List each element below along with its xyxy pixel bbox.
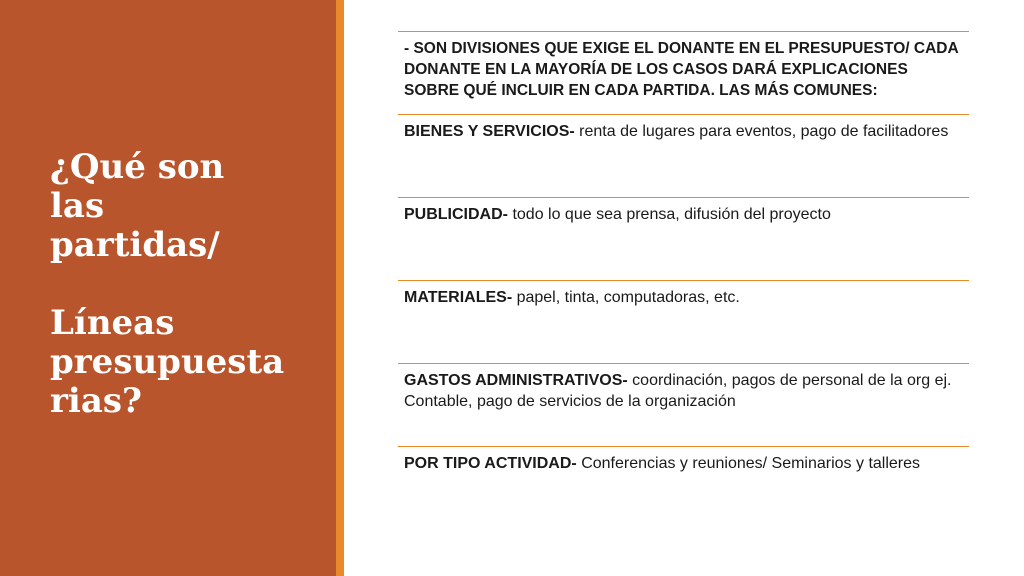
row-label: MATERIALES- bbox=[404, 289, 513, 306]
title-line-4: Líneas bbox=[50, 303, 175, 343]
title-line-1: ¿Qué son bbox=[50, 147, 225, 187]
row-label: BIENES Y SERVICIOS- bbox=[404, 123, 575, 140]
title-line-5: presupuesta bbox=[50, 342, 285, 382]
row-text: coordinación, pagos de personal de la org ej. Contable, pago de servicios de la organización bbox=[404, 372, 952, 410]
table-row-tipo-actividad bbox=[398, 446, 969, 496]
accent-divider-bar bbox=[336, 0, 344, 576]
row-text: Conferencias y reuniones/ Seminarios y talleres bbox=[576, 455, 921, 472]
table-row-gastos-administrativos bbox=[398, 363, 969, 446]
row-label: POR TIPO ACTIVIDAD- bbox=[404, 455, 577, 472]
table-row-publicidad bbox=[398, 197, 969, 280]
table-row-materiales bbox=[398, 280, 969, 363]
row-label: GASTOS ADMINISTRATIVOS- bbox=[404, 372, 628, 389]
row-text: todo lo que sea prensa, difusión del proyecto bbox=[508, 206, 831, 223]
slide-title bbox=[50, 148, 330, 421]
title-line-3: partidas/ bbox=[50, 225, 220, 265]
table-row-bienes-servicios bbox=[398, 114, 969, 197]
row-label: PUBLICIDAD- bbox=[404, 206, 508, 223]
title-line-2: las bbox=[50, 186, 105, 226]
row-text: papel, tinta, computadoras, etc. bbox=[512, 289, 740, 306]
intro-row bbox=[398, 31, 969, 114]
row-text: renta de lugares para eventos, pago de facilitadores bbox=[574, 123, 949, 140]
title-line-6: rias? bbox=[50, 381, 142, 421]
title-spacer bbox=[50, 265, 330, 304]
budget-lines-table bbox=[398, 31, 969, 496]
intro-text: - SON DIVISIONES QUE EXIGE EL DONANTE EN EL PRESUPUESTO/ CADA DONANTE EN LA MAYORÍA DE LOS CASOS DARÁ EXPLICACIONES SOBRE QUÉ INCLUIR EN CADA PARTIDA. LAS MÁS COMUNES: bbox=[404, 40, 959, 99]
